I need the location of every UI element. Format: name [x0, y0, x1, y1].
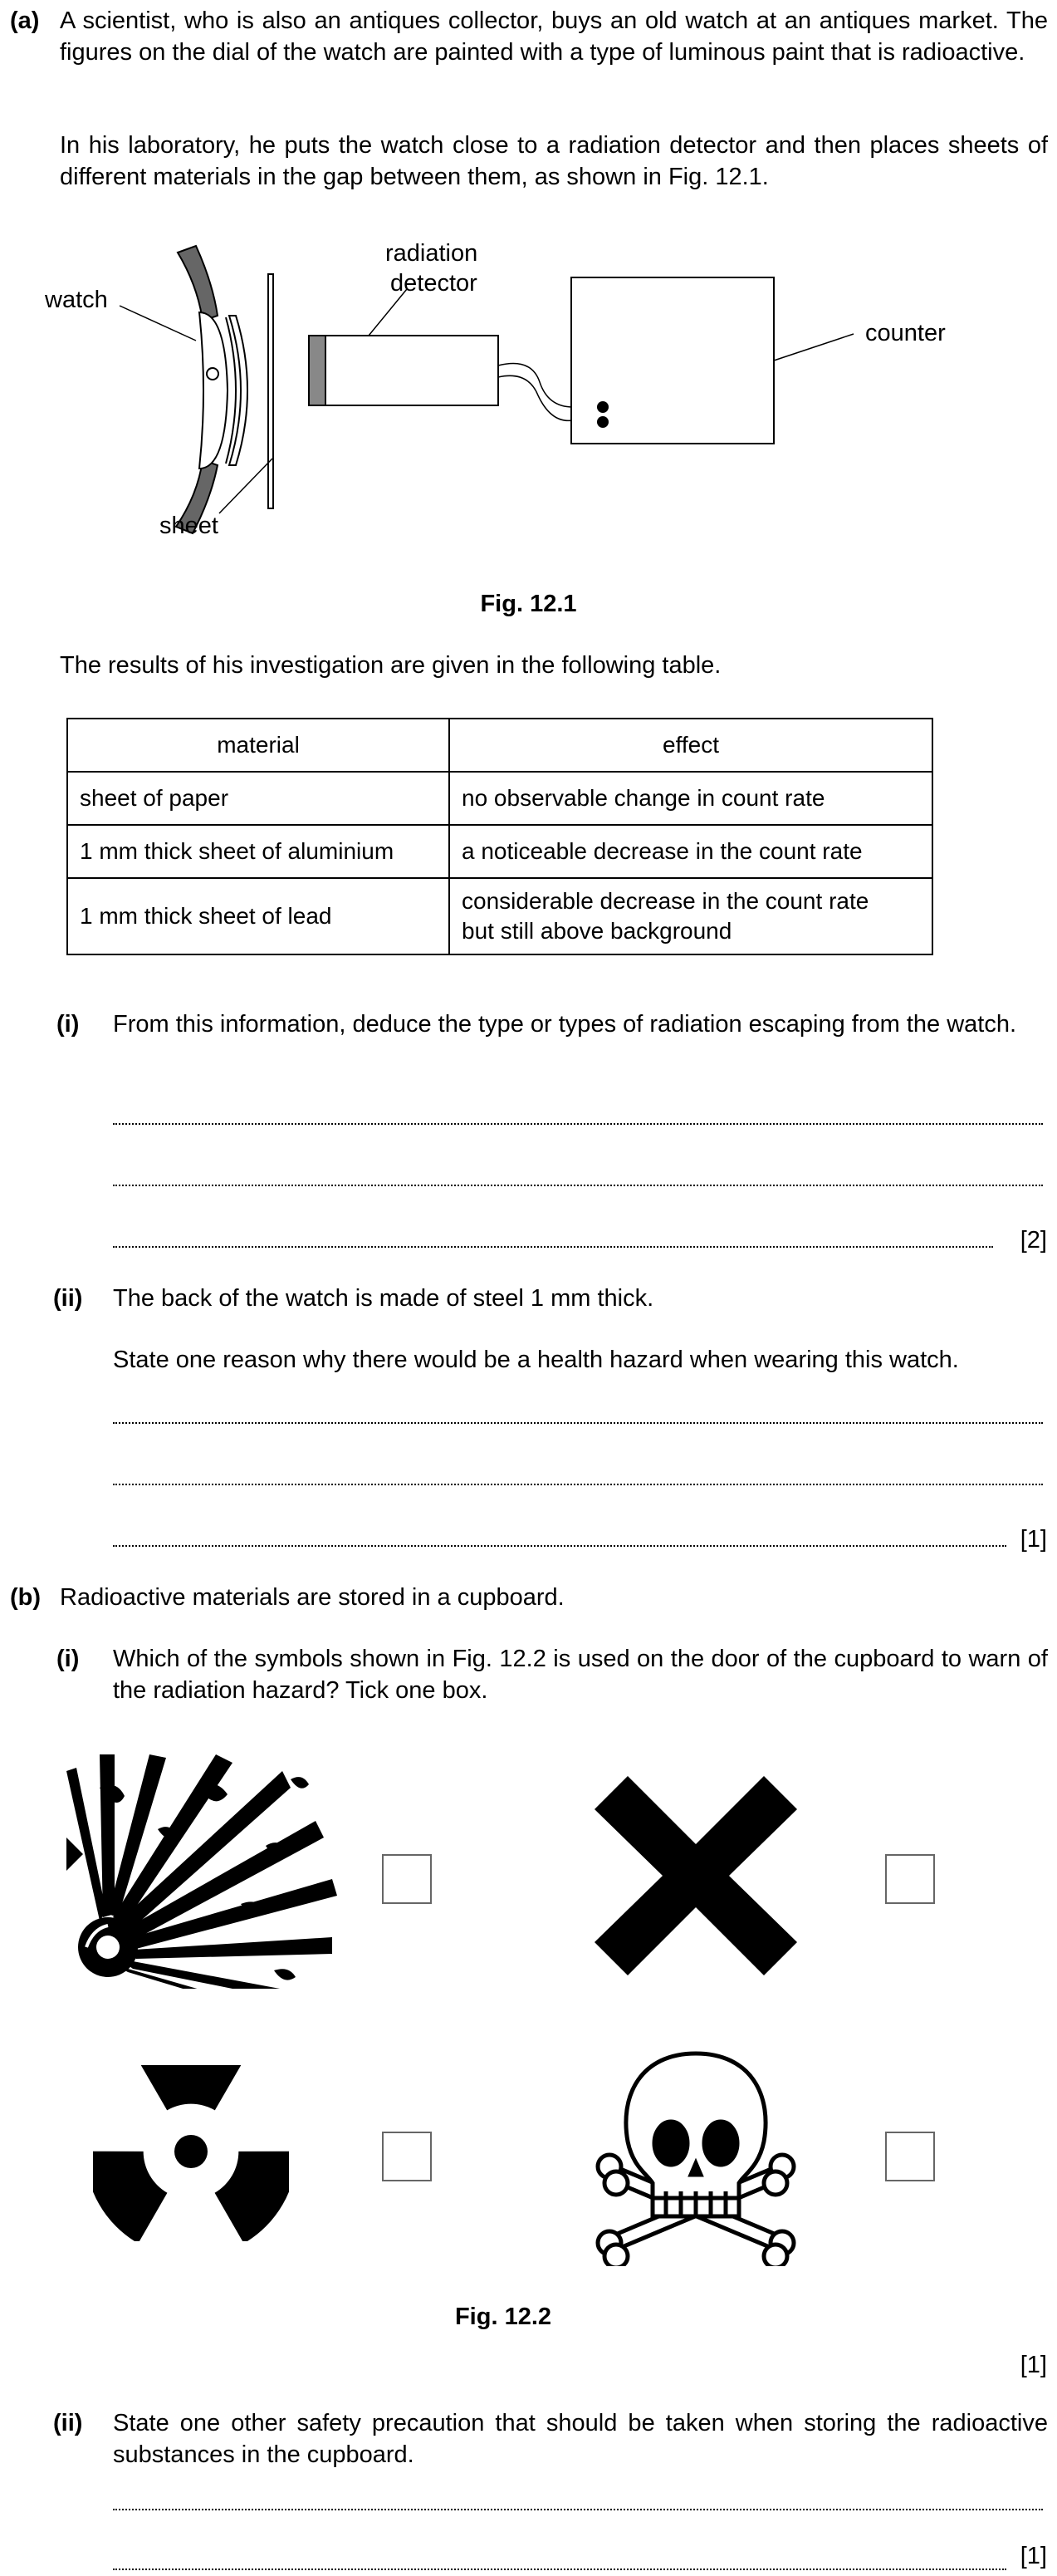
- question-a-i-text: From this information, deduce the type or types of radiation escaping from the watch.: [113, 1011, 1017, 1038]
- answer-line[interactable]: [113, 1244, 993, 1248]
- question-b-i-text: Which of the symbols shown in Fig. 12.2 is used on the door of the cupboard to warn of the radiation hazard? Tick one box.: [113, 1646, 1048, 1704]
- figure-12-1-caption: Fig. 12.1: [480, 591, 577, 617]
- figure-12-2-caption: Fig. 12.2: [454, 2304, 552, 2330]
- part-a-intro-2: In his laboratory, he puts the watch close to a radiation detector and then places sheets of different materials in the gap between them, as shown in Fig. 12.1.: [60, 132, 1048, 190]
- table-row: [67, 878, 932, 954]
- label-detector: detector: [390, 270, 477, 297]
- radiation-trefoil-icon: [93, 2065, 289, 2241]
- answer-line[interactable]: [113, 2507, 1043, 2510]
- answer-line[interactable]: [113, 1543, 1006, 1547]
- label-radiation: radiation: [385, 240, 478, 267]
- question-b-i-label: (i): [56, 1646, 80, 1672]
- figure-12-1: [0, 224, 1057, 557]
- marks-a-i: [2]: [1020, 1227, 1047, 1254]
- table-header-row: [67, 719, 932, 772]
- part-a-label: (a): [10, 7, 40, 34]
- question-a-ii-text-2: State one reason why there would be a health hazard when wearing this watch.: [113, 1347, 959, 1373]
- question-b-ii-text: State one other safety precaution that should be taken when storing the radioactive substances in the cupboard.: [113, 2410, 1048, 2468]
- question-b-ii-label: (ii): [53, 2410, 83, 2436]
- label-watch: watch: [45, 287, 108, 313]
- cell-material: sheet of paper: [67, 772, 449, 825]
- tick-box-cross[interactable]: [885, 1854, 935, 1904]
- counter-drawing: [571, 277, 774, 444]
- tick-box-explosive[interactable]: [382, 1854, 432, 1904]
- table-row: [67, 772, 932, 825]
- tick-box-radiation[interactable]: [382, 2132, 432, 2181]
- answer-line[interactable]: [113, 1121, 1043, 1125]
- harmful-cross-icon: [595, 1776, 797, 1975]
- marks-a-ii: [1]: [1020, 1526, 1047, 1553]
- part-b-intro: Radioactive materials are stored in a cupboard.: [60, 1584, 565, 1611]
- cell-effect: no observable change in count rate: [449, 772, 932, 825]
- answer-line[interactable]: [113, 2567, 1006, 2570]
- answer-line[interactable]: [113, 1420, 1043, 1424]
- cell-effect: considerable decrease in the count rate but still above background: [449, 878, 932, 954]
- cell-effect: a noticeable decrease in the count rate: [449, 825, 932, 878]
- results-intro: The results of his investigation are given in the following table.: [60, 652, 722, 679]
- results-table: [66, 718, 933, 955]
- label-counter: counter: [865, 320, 946, 346]
- marks-b-ii: [1]: [1020, 2543, 1047, 2569]
- part-a-intro-1: A scientist, who is also an antiques collector, buys an old watch at an antiques market. The figures on the dial of the watch are painted with a type of luminous paint that is radioactive.: [60, 7, 1048, 66]
- table-row: [67, 825, 932, 878]
- marks-b-i: [1]: [1020, 2352, 1047, 2378]
- skull-crossbones-icon: [591, 2050, 800, 2266]
- answer-line[interactable]: [113, 1482, 1043, 1485]
- explosive-symbol-icon: [66, 1754, 340, 1989]
- question-a-ii-text-1: The back of the watch is made of steel 1 mm thick.: [113, 1285, 654, 1312]
- header-material: material: [67, 719, 449, 772]
- question-a-i-label: (i): [56, 1011, 80, 1038]
- header-effect: effect: [449, 719, 932, 772]
- cell-material: 1 mm thick sheet of aluminium: [67, 825, 449, 878]
- label-sheet: sheet: [159, 513, 218, 539]
- sheet-drawing: [268, 274, 273, 508]
- tick-box-skull[interactable]: [885, 2132, 935, 2181]
- part-b-label: (b): [10, 1584, 42, 1611]
- cell-material: 1 mm thick sheet of lead: [67, 878, 449, 954]
- watch-drawing: [176, 246, 247, 533]
- question-a-ii-label: (ii): [53, 1285, 83, 1312]
- radiation-detector-drawing: [309, 336, 498, 405]
- answer-line[interactable]: [113, 1183, 1043, 1186]
